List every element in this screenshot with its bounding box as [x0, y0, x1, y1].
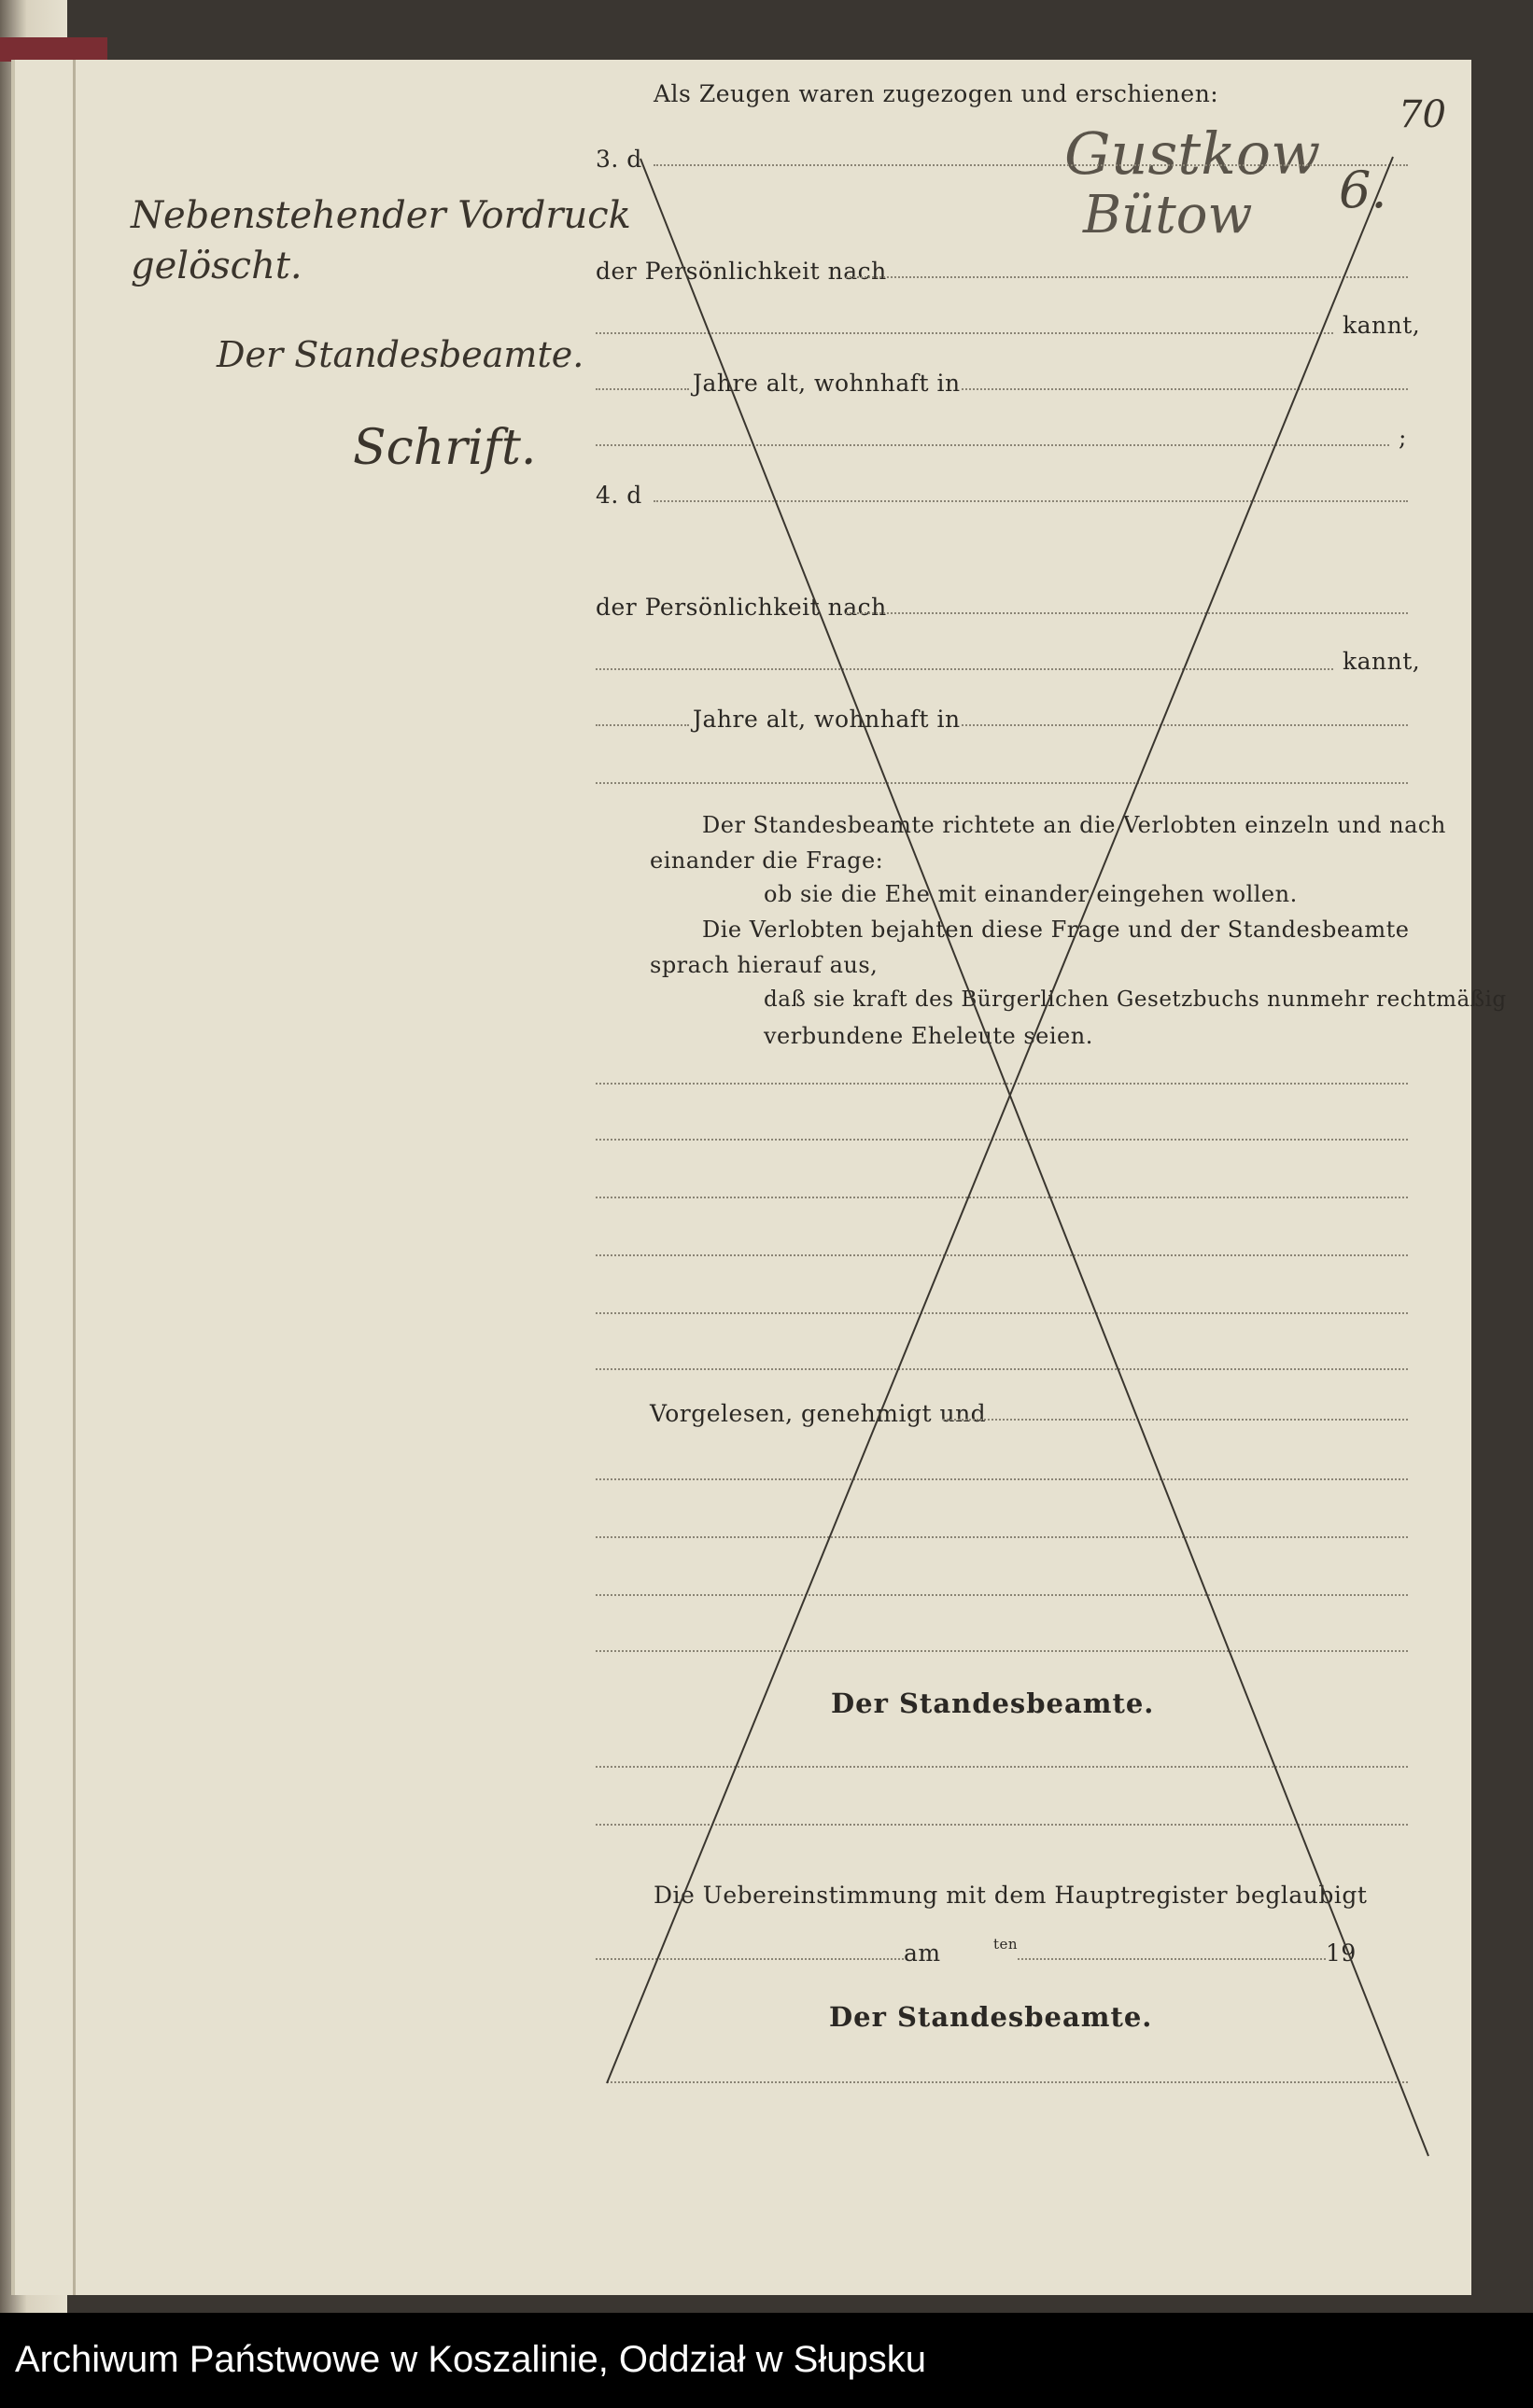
page-number: 70 — [1399, 93, 1446, 136]
standesbeamte-signature-2: Der Standesbeamte. — [829, 2001, 1153, 2033]
cross-stroke-right — [607, 157, 1393, 2083]
ten-label: ten — [993, 1936, 1019, 1953]
witness-3-prefix: 3. d — [596, 146, 642, 173]
witness-name-handwriting: Gustkow — [1064, 119, 1321, 188]
jahre-label-2: Jahre alt, wohnhaft in — [693, 706, 961, 733]
year-prefix: 19 — [1326, 1939, 1357, 1967]
standesbeamte-signature-1: Der Standesbeamte. — [831, 1687, 1155, 1719]
margin-note-line1: Nebenstehender Vordruck — [131, 194, 631, 237]
paragraph-2-line-3: daß sie kraft des Bürgerlichen Gesetzbuchs nunmehr rechtmäßig — [764, 987, 1507, 1012]
persoenlichkeit-label-2: der Persönlichkeit nach — [596, 594, 887, 621]
paragraph-2-line-1: Die Verlobten bejahten diese Frage und der Standesbeamte — [702, 917, 1410, 943]
paragraph-2-line-4: verbundene Eheleute seien. — [764, 1023, 1093, 1049]
beglaubigt-label: Die Uebereinstimmung mit dem Hauptregister beglaubigt — [654, 1882, 1368, 1909]
archive-footer — [0, 2313, 1533, 2408]
witness-4-prefix: 4. d — [596, 482, 642, 509]
kannt-label-1: kannt, — [1343, 312, 1421, 339]
semicolon: ; — [1399, 424, 1407, 451]
margin-note-line2: gelöscht. — [131, 245, 302, 287]
paragraph-1-line-3: ob sie die Ehe mit einander eingehen wollen. — [764, 881, 1298, 907]
margin-note-line3: Der Standesbeamte. — [217, 334, 584, 375]
witness-number-handwriting: 6. — [1339, 161, 1387, 219]
am-label: am — [904, 1939, 941, 1967]
margin-signature: Schrift. — [353, 420, 537, 476]
archive-label: Archiwum Państwowe w Koszalinie, Oddział w Słupsku — [15, 2339, 926, 2380]
paragraph-1-line-2: einander die Frage: — [650, 847, 884, 874]
vorgelesen-label: Vorgelesen, genehmigt und — [650, 1400, 987, 1427]
cross-stroke-left — [640, 159, 1428, 2156]
kannt-label-2: kannt, — [1343, 648, 1421, 675]
jahre-label-1: Jahre alt, wohnhaft in — [693, 370, 961, 397]
witness-place-handwriting: Bütow — [1083, 185, 1253, 245]
persoenlichkeit-label-1: der Persönlichkeit nach — [596, 258, 887, 285]
paragraph-2-line-2: sprach hierauf aus, — [650, 952, 879, 978]
witnesses-heading: Als Zeugen waren zugezogen und erschienen: — [654, 80, 1219, 107]
paragraph-1-line-1: Der Standesbeamte richtete an die Verlobten einzeln und nach — [702, 812, 1446, 838]
